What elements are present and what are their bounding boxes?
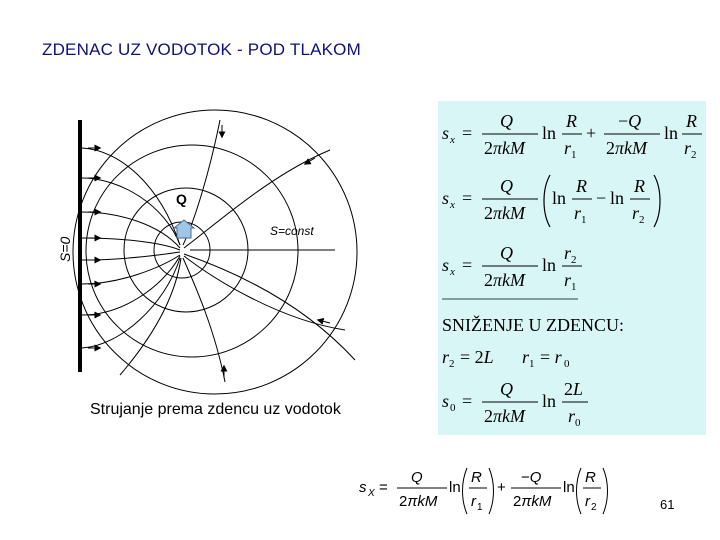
formula-s0 xyxy=(442,379,588,429)
svg-text:= 2L: = 2L xyxy=(460,347,494,367)
streamline xyxy=(82,238,180,250)
svg-text:x: x xyxy=(450,199,455,211)
svg-text:r: r xyxy=(564,243,572,263)
svg-text:r: r xyxy=(585,493,590,510)
svg-text:=: = xyxy=(462,255,473,275)
svg-text:2πkM: 2πkM xyxy=(484,203,526,223)
svg-text:R: R xyxy=(566,111,577,131)
equation-panel-formulas xyxy=(438,101,706,435)
svg-text:x: x xyxy=(450,134,455,146)
svg-text:2: 2 xyxy=(639,214,645,226)
svg-text:r: r xyxy=(632,203,640,223)
svg-text:ln: ln xyxy=(542,123,557,143)
svg-text:ln: ln xyxy=(542,391,557,411)
svg-text:ln: ln xyxy=(542,255,557,275)
svg-text:s: s xyxy=(359,479,367,496)
formula-r2-r1 xyxy=(442,347,570,370)
streamlines xyxy=(82,120,355,382)
svg-text:x: x xyxy=(450,266,455,278)
page-number: 61 xyxy=(660,497,675,512)
svg-text:2πkM: 2πkM xyxy=(484,406,526,426)
streamline xyxy=(82,256,180,315)
svg-text:Q: Q xyxy=(411,469,423,486)
streamline xyxy=(82,252,180,260)
bottom-formula xyxy=(355,460,615,518)
svg-text:2: 2 xyxy=(449,358,455,370)
equipotential-circle xyxy=(73,110,357,394)
formula-sx-ratio xyxy=(442,243,582,293)
svg-text:r: r xyxy=(564,270,572,290)
svg-text:s: s xyxy=(442,391,450,411)
svg-text:s: s xyxy=(442,255,450,275)
svg-text:Q: Q xyxy=(500,111,513,131)
svg-text:2πkM: 2πkM xyxy=(513,493,552,510)
svg-text:−: − xyxy=(596,188,607,208)
svg-text:2πkM: 2πkM xyxy=(484,138,526,158)
svg-text:=: = xyxy=(379,479,388,496)
axis-label-s0: S=0 xyxy=(57,236,73,262)
streamline xyxy=(82,258,180,348)
svg-text:Q: Q xyxy=(500,379,513,399)
flow-arrow xyxy=(318,320,330,323)
svg-text:ln: ln xyxy=(449,479,461,496)
equipotential-circle xyxy=(86,145,298,357)
svg-text:2: 2 xyxy=(691,149,697,161)
svg-text:ln: ln xyxy=(664,123,679,143)
svg-text:1: 1 xyxy=(581,214,587,226)
svg-text:=: = xyxy=(462,123,473,143)
svg-text:0: 0 xyxy=(450,402,456,414)
svg-text:= r: = r xyxy=(540,347,562,367)
svg-text:−Q: −Q xyxy=(618,111,642,131)
formula-sx-full xyxy=(442,111,702,161)
svg-text:ln: ln xyxy=(610,188,625,208)
svg-text:Q: Q xyxy=(500,243,513,263)
svg-text:r: r xyxy=(442,347,450,367)
svg-text:ln: ln xyxy=(552,188,567,208)
svg-text:+: + xyxy=(497,479,506,496)
equipotential-circles xyxy=(73,110,357,394)
svg-text:2L: 2L xyxy=(564,379,584,399)
svg-text:0: 0 xyxy=(575,417,581,429)
svg-text:r: r xyxy=(471,493,476,510)
equation-panel xyxy=(438,101,706,435)
svg-text:s: s xyxy=(442,123,450,143)
svg-text:2πkM: 2πkM xyxy=(484,270,526,290)
svg-text:ln: ln xyxy=(563,479,575,496)
svg-text:r: r xyxy=(522,347,530,367)
svg-text:1: 1 xyxy=(477,502,483,513)
well-label-q: Q xyxy=(176,191,187,207)
svg-text:2: 2 xyxy=(591,502,597,513)
svg-text:1: 1 xyxy=(571,281,577,293)
svg-text:+: + xyxy=(586,123,597,143)
panel-heading: SNIŽENJE U ZDENCU: xyxy=(442,315,624,335)
formula-sx-grouped xyxy=(442,175,660,227)
svg-text:R: R xyxy=(471,469,482,486)
s-const-label: S=const xyxy=(270,224,314,238)
diagram-caption: Strujanje prema zdencu uz vodotok xyxy=(90,401,341,418)
svg-text:s: s xyxy=(442,188,450,208)
svg-text:2: 2 xyxy=(571,254,577,266)
svg-text:1: 1 xyxy=(529,358,535,370)
svg-text:X: X xyxy=(368,488,375,499)
svg-text:R: R xyxy=(686,111,697,131)
svg-text:1: 1 xyxy=(571,149,577,161)
slide-title: ZDENAC UZ VODOTOK - POD TLAKOM xyxy=(42,40,361,59)
svg-text:−Q: −Q xyxy=(521,469,542,486)
streamline xyxy=(82,212,180,248)
svg-text:R: R xyxy=(634,176,645,196)
svg-text:2πkM: 2πkM xyxy=(399,493,438,510)
svg-text:R: R xyxy=(585,469,596,486)
svg-text:r: r xyxy=(684,138,692,158)
svg-text:r: r xyxy=(574,203,582,223)
svg-text:=: = xyxy=(462,188,473,208)
svg-text:0: 0 xyxy=(564,358,570,370)
svg-text:2πkM: 2πkM xyxy=(606,138,648,158)
svg-text:r: r xyxy=(564,138,572,158)
svg-text:r: r xyxy=(568,406,576,426)
svg-text:=: = xyxy=(462,391,473,411)
svg-text:Q: Q xyxy=(500,176,513,196)
svg-text:R: R xyxy=(576,176,587,196)
streamline xyxy=(82,148,180,245)
